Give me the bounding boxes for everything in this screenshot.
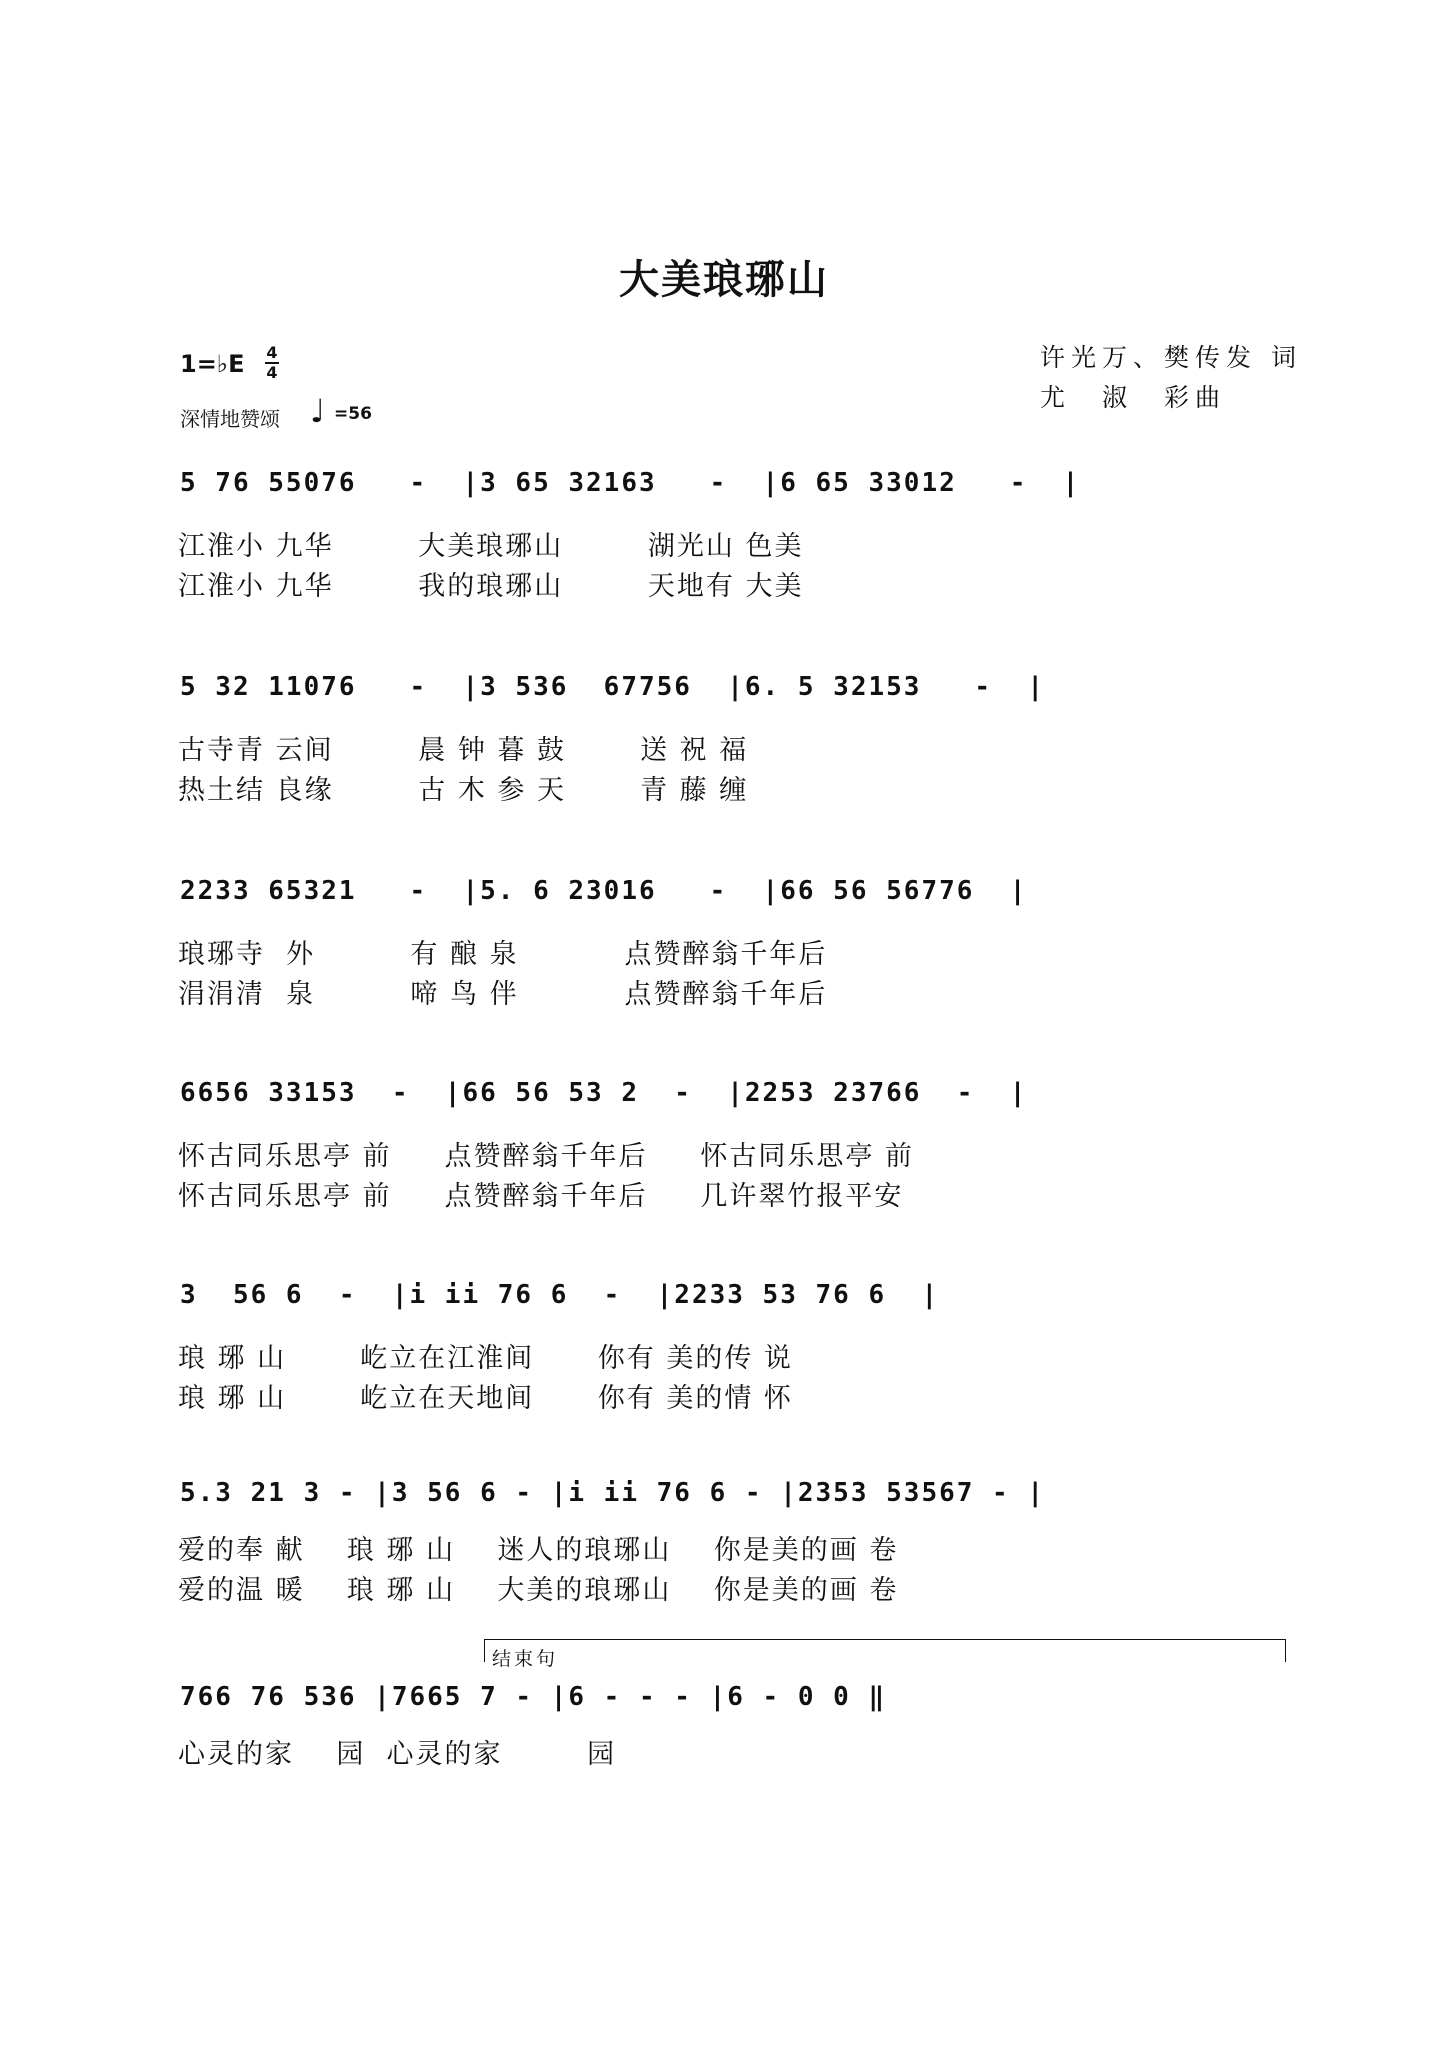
lyric-line-2: 怀古同乐思亭 前 点赞醉翁千年后 几许翠竹报平安 (178, 1181, 904, 1212)
notation-line: 5.3 21 3 - |3 56 6 - |i ii 76 6 - |2353 53567 - | (180, 1478, 1046, 1508)
lyric-line-2: 爱的温 暖 琅 琊 山 大美的琅琊山 你是美的画 卷 (178, 1575, 899, 1606)
lyric-line-2: 琅 琊 山 屹立在天地间 你有 美的情 怀 (178, 1383, 793, 1414)
notation-line: 6656 33153 - |66 56 53 2 - |2253 23766 - | (180, 1078, 1028, 1108)
notation-line: 5 32 11076 - |3 536 67756 |6. 5 32153 - | (180, 672, 1046, 702)
lyric-line-1: 怀古同乐思亭 前 点赞醉翁千年后 怀古同乐思亭 前 (178, 1141, 914, 1172)
page-title: 大美琅琊山 (619, 256, 829, 303)
ending-bracket (484, 1639, 1286, 1662)
tempo-bpm: =56 (334, 404, 372, 424)
notation-line: 5 76 55076 - |3 65 32163 - |6 65 33012 - | (180, 468, 1081, 498)
composer-credit: 尤 淑 彩曲 (1040, 383, 1227, 412)
meter-bottom: 4 (266, 363, 278, 382)
notation-line: 3 56 6 - |i ii 76 6 - |2233 53 76 6 | (180, 1280, 940, 1310)
lyricist-credit: 许光万、樊传发 词 (1040, 343, 1302, 372)
lyric-line-2: 涓涓清 泉 啼 鸟 伴 点赞醉翁千年后 (178, 979, 828, 1010)
notation-line: 766 76 536 |7665 7 - |6 - - - |6 - 0 0 ‖ (180, 1682, 887, 1712)
tempo-expression: 深情地赞颂 (180, 407, 280, 431)
tempo-note-icon: ♩ (310, 392, 326, 430)
ending-label: 结束句 (492, 1648, 559, 1670)
meter-top: 4 (266, 343, 278, 362)
lyric-line-1: 琅琊寺 外 有 酿 泉 点赞醉翁千年后 (178, 939, 828, 970)
lyric-line-1: 琅 琊 山 屹立在江淮间 你有 美的传 说 (178, 1343, 793, 1374)
time-signature (264, 344, 280, 382)
lyric-line-1: 江淮小 九华 大美琅琊山 湖光山 色美 (178, 531, 804, 562)
lyric-line-2: 江淮小 九华 我的琅琊山 天地有 大美 (178, 571, 804, 602)
lyric-line-1: 古寺青 云间 晨 钟 暮 鼓 送 祝 福 (178, 735, 749, 766)
lyric-line-2: 热土结 良缘 古 木 参 天 青 藤 缠 (178, 775, 749, 806)
notation-line: 2233 65321 - |5. 6 23016 - |66 56 56776 | (180, 876, 1028, 906)
lyric-line-1: 心灵的家 园 心灵的家 园 (178, 1739, 617, 1770)
key-signature: 1=♭E (180, 350, 245, 378)
lyric-line-1: 爱的奉 献 琅 琊 山 迷人的琅琊山 你是美的画 卷 (178, 1535, 899, 1566)
